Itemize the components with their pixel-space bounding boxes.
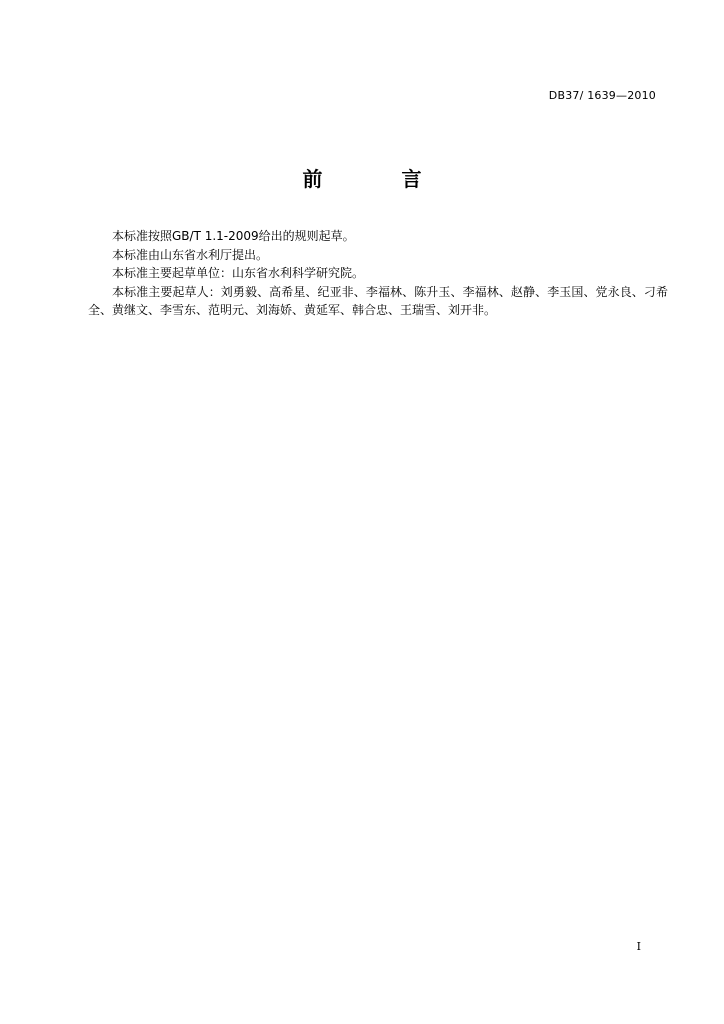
paragraph-drafting-rules: 本标准按照GB/T 1.1-2009给出的规则起草。	[112, 229, 355, 243]
page-title: 前 言	[302, 167, 458, 191]
paragraph-drafting-unit: 本标准主要起草单位：山东省水利科学研究院。	[112, 266, 365, 280]
paragraph-proposer: 本标准由山东省水利厅提出。	[112, 247, 269, 262]
foreword-body	[88, 227, 668, 320]
page-number: I	[636, 940, 641, 953]
standard-code: DB37/ 1639—2010	[548, 89, 656, 102]
paragraph-drafters: 本标准主要起草人：刘勇毅、高希星、纪亚非、李福林、陈升玉、李福林、赵静、李玉国、党永良、刁希全、黄继文、李雪东、范明元、刘海娇、黄延军、韩合忠、王瑞雪、刘开非。	[88, 284, 668, 317]
